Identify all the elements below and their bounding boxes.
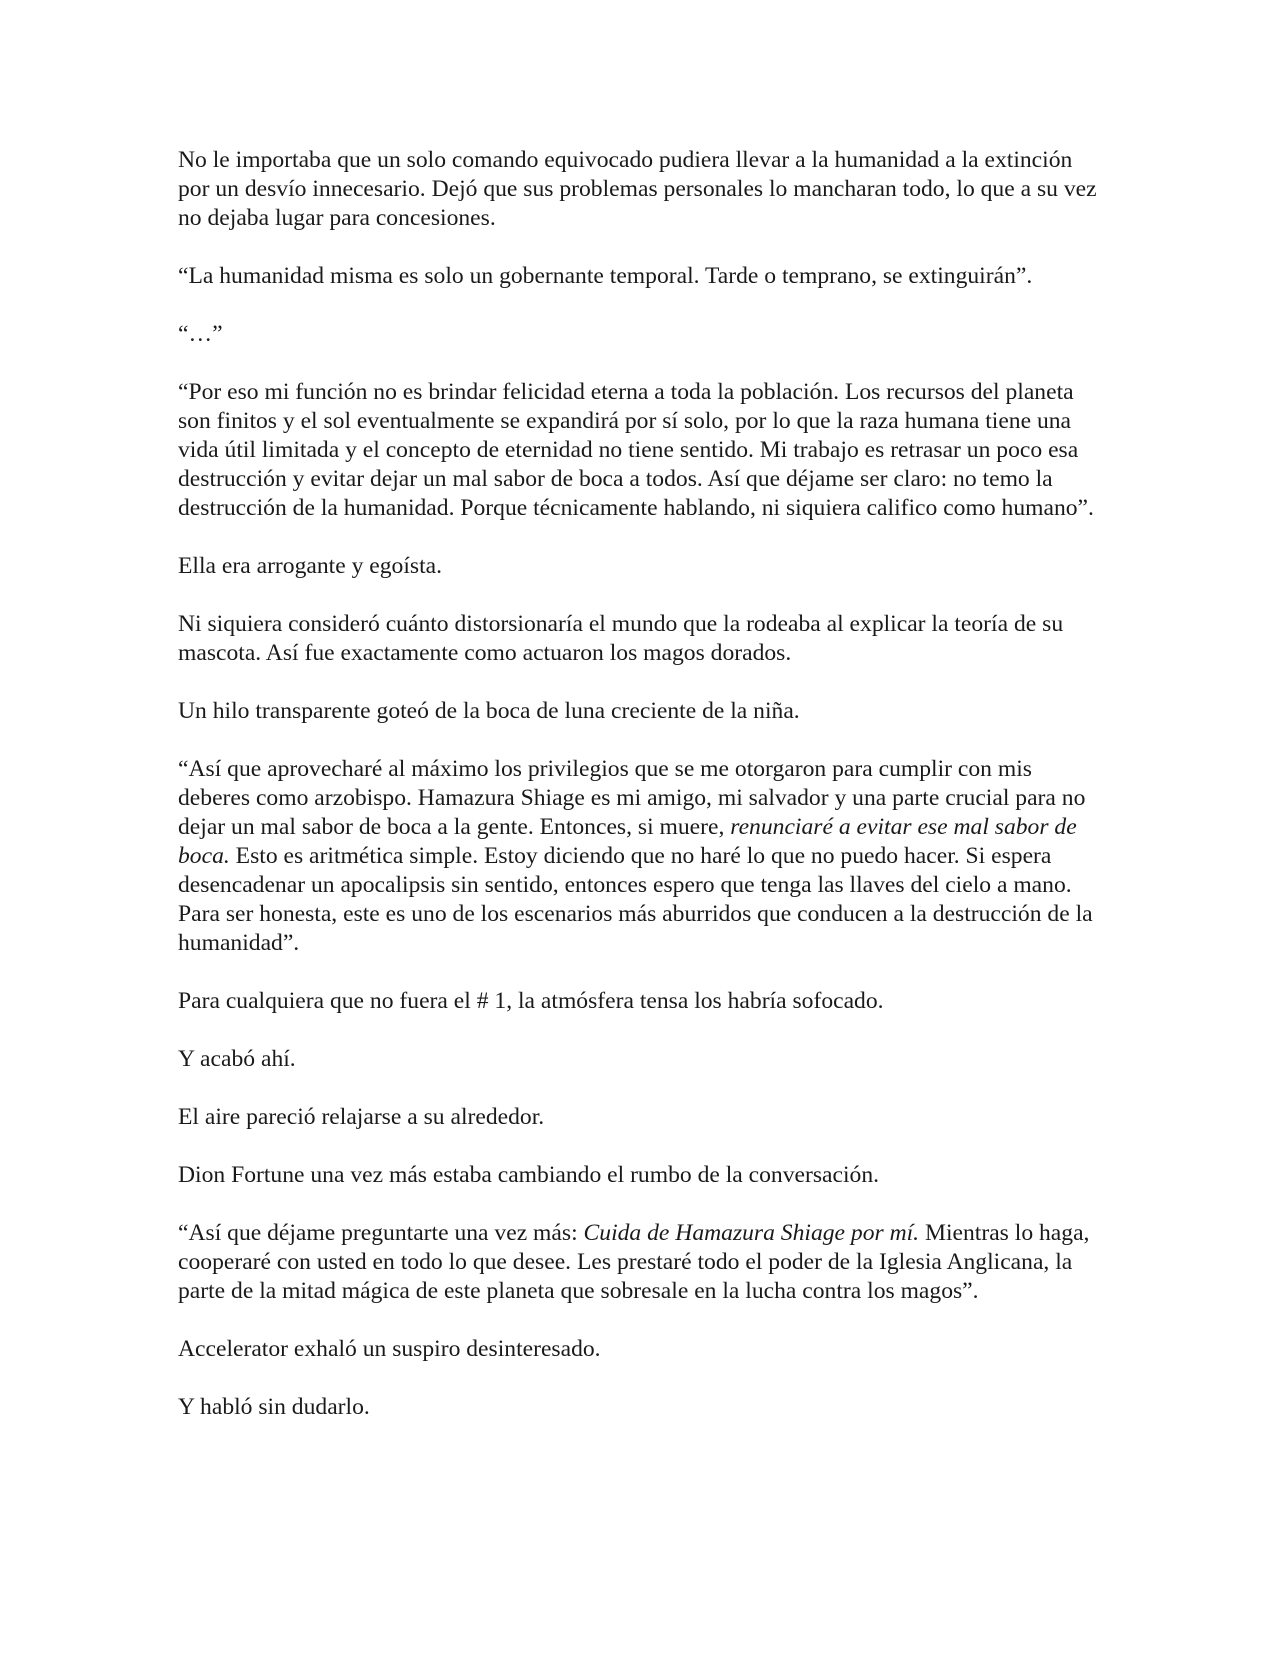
paragraph: Ella era arrogante y egoísta. <box>178 553 442 579</box>
paragraph: “La humanidad misma es solo un gobernante temporal. Tarde o temprano, se extinguirán”. <box>178 263 1033 289</box>
paragraph: Dion Fortune una vez más estaba cambiando el rumbo de la conversación. <box>178 1162 880 1188</box>
italic-phrase: renunciaré a evitar ese mal sabor de boca. <box>178 814 1077 869</box>
paragraph-with-italic <box>178 755 1108 958</box>
paragraph: Accelerator exhaló un suspiro desinteresado. <box>178 1336 601 1362</box>
paragraph-with-italic <box>178 1219 1108 1306</box>
paragraph: Y acabó ahí. <box>178 1046 296 1072</box>
paragraph: Y habló sin dudarlo. <box>178 1394 370 1420</box>
paragraph: Para cualquiera que no fuera el # 1, la atmósfera tensa los habría sofocado. <box>178 988 884 1014</box>
paragraph: El aire pareció relajarse a su alrededor. <box>178 1104 545 1130</box>
paragraph: No le importaba que un solo comando equivocado pudiera llevar a la humanidad a la extinción por un desvío innecesario. Dejó que sus problemas personales lo mancharan todo, lo que a su vez no dejaba lugar para concesiones. <box>178 147 1097 231</box>
paragraph: “…” <box>178 321 223 347</box>
paragraph-text: Mientras lo haga, cooperaré con usted en todo lo que desee. Les prestaré todo el poder de la Iglesia Anglicana, la parte de la mitad mágica de este planeta que sobresale en la lucha contra los magos”. <box>178 1220 1090 1304</box>
paragraph: “Por eso mi función no es brindar felicidad eterna a toda la población. Los recursos del planeta son finitos y el sol eventualmente se expandirá por sí solo, por lo que la raza humana tiene una vida útil limitada y el concepto de eternidad no tiene sentido. Mi trabajo es retrasar un poco esa destrucción y evitar dejar un mal sabor de boca a todos. Así que déjame ser claro: no temo la destrucción de la humanidad. Porque técnicamente hablando, ni siquiera califico como humano”. <box>178 379 1094 521</box>
paragraph-text: “Así que déjame preguntarte una vez más: <box>178 1220 584 1246</box>
paragraph-text: “Así que aprovecharé al máximo los privilegios que se me otorgaron para cumplir con mis deberes como arzobispo. Hamazura Shiage es mi amigo, mi salvador y una parte crucial para no dejar un mal sabor de boca a la gente. Entonces, si muere, <box>178 756 1086 840</box>
body-text <box>178 146 1108 1422</box>
paragraph-text: Esto es aritmética simple. Estoy diciendo que no haré lo que no puedo hacer. Si espera desencadenar un apocalipsis sin sentido, entonces espero que tenga las llaves del cielo a mano. Para ser honesta, este es uno de los escenarios más aburridos que conducen a la destrucción de la humanidad”. <box>178 843 1093 956</box>
italic-phrase: Cuida de Hamazura Shiage por mí. <box>583 1220 920 1246</box>
paragraph: Un hilo transparente goteó de la boca de luna creciente de la niña. <box>178 698 800 724</box>
paragraph: Ni siquiera consideró cuánto distorsionaría el mundo que la rodeaba al explicar la teoría de su mascota. Así fue exactamente como actuaron los magos dorados. <box>178 611 1064 666</box>
